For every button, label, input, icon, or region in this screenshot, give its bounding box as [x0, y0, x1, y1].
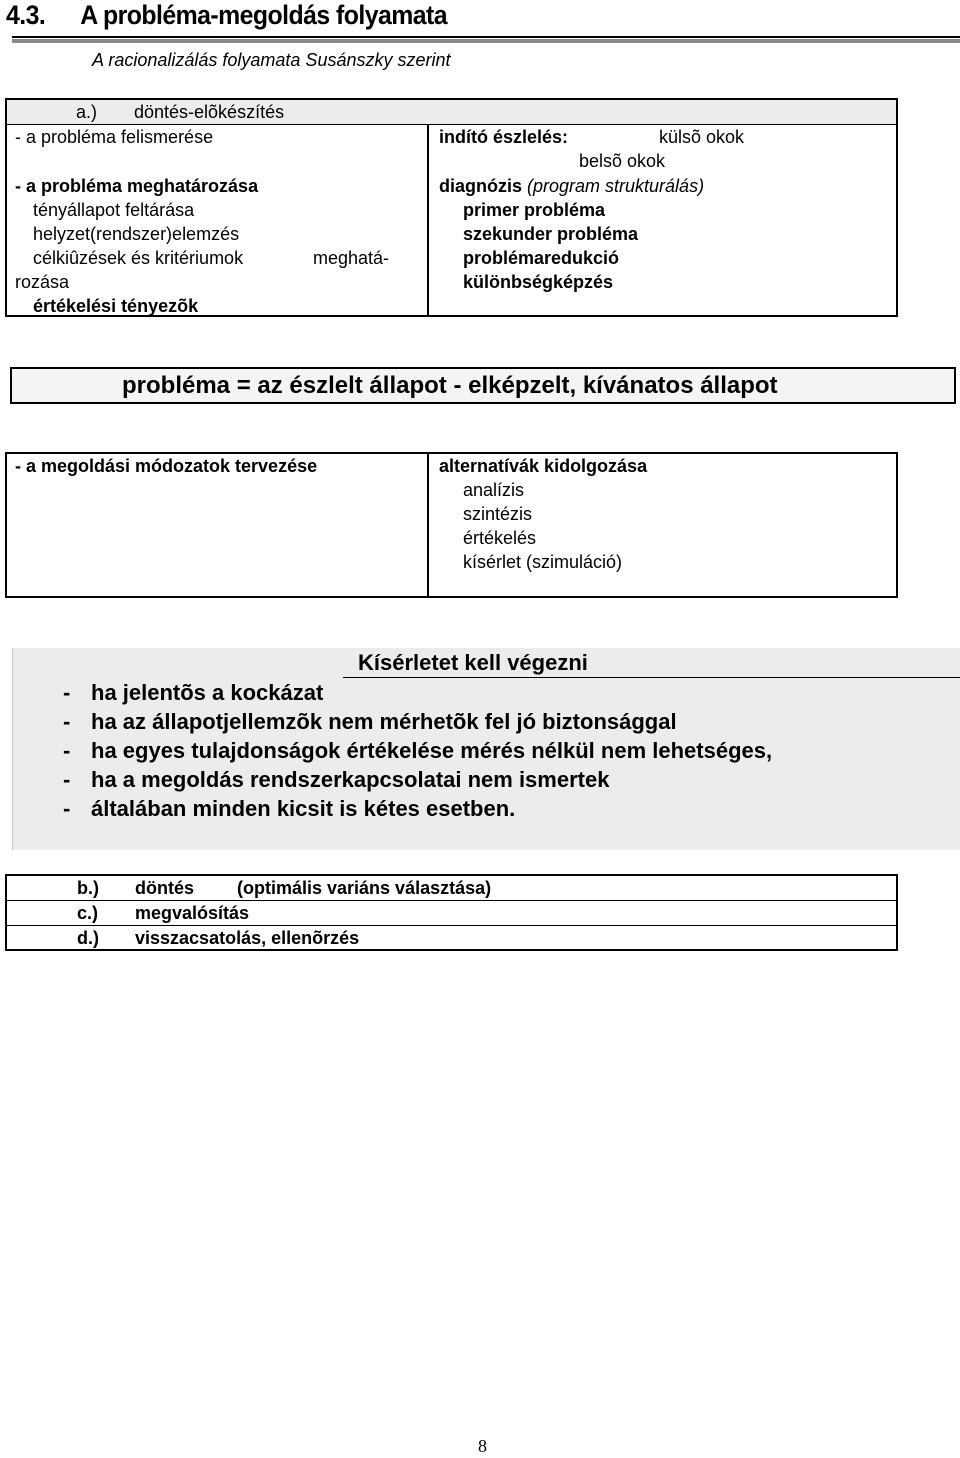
problem-definition-formula: probléma = az észlelt állapot - elképzelt, kívánatos állapot	[122, 372, 778, 399]
step-letter: c.)	[77, 903, 99, 923]
left-item: meghatá-	[313, 248, 390, 268]
preparation-box	[5, 98, 898, 317]
left-item: helyzet(rendszer)elemzés	[33, 224, 240, 244]
problem-recognition: - a probléma felismerése	[15, 127, 214, 147]
list-item: általában minden kicsit is kétes esetben.	[91, 796, 516, 821]
right-item: szekunder probléma	[463, 224, 639, 244]
list-dash: -	[63, 680, 71, 705]
alternatives-title: alternatívák kidolgozása	[439, 456, 648, 476]
planning-box	[5, 452, 898, 598]
left-item: tényállapot feltárása	[33, 200, 195, 220]
experiment-title: Kísérletet kell végezni	[358, 650, 588, 675]
list-item: ha az állapotjellemzõk nem mérhetõk fel jó biztonsággal	[91, 709, 677, 734]
heading-underline	[12, 36, 960, 43]
preparation-header-text: döntés-elõkészítés	[134, 102, 285, 122]
trigger-perception-label: indító észlelés:	[439, 127, 569, 147]
list-item: ha jelentõs a kockázat	[91, 680, 324, 705]
list-dash: -	[63, 767, 71, 792]
diagnosis-title	[439, 174, 704, 198]
section-number: 4.3.	[6, 0, 46, 30]
external-causes: külsõ okok	[659, 127, 745, 147]
list-dash: -	[63, 796, 71, 821]
left-item: értékelési tényezõk	[33, 296, 199, 316]
step-text: megvalósítás	[135, 903, 250, 923]
list-item: ha a megoldás rendszerkapcsolatai nem ismertek	[91, 767, 610, 792]
section-title: A probléma-megoldás folyamata	[80, 0, 447, 30]
preparation-header-letter: a.)	[76, 102, 98, 122]
step-letter: d.)	[77, 928, 99, 948]
subtitle: A racionalizálás folyamata Susánszky szerint	[92, 50, 451, 70]
preparation-divider	[427, 124, 429, 317]
page-title	[6, 0, 447, 31]
alternative-item: kísérlet (szimuláció)	[463, 552, 623, 572]
planning-divider	[427, 454, 429, 596]
step-extra: (optimális variáns választása)	[237, 878, 492, 898]
problem-definition: - a probléma meghatározása	[15, 176, 259, 196]
step-text: döntés	[135, 878, 195, 898]
steps-box	[5, 874, 898, 951]
right-item: problémaredukció	[463, 248, 620, 268]
page-number: 8	[478, 1436, 487, 1456]
step-text: visszacsatolás, ellenõrzés	[135, 928, 360, 948]
experiment-title-rule	[343, 677, 960, 678]
list-dash: -	[63, 709, 71, 734]
right-item: primer probléma	[463, 200, 606, 220]
left-item: célkiûzések és kritériumok	[33, 248, 244, 268]
right-item: különbségképzés	[463, 272, 614, 292]
solution-planning: - a megoldási módozatok tervezése	[15, 456, 318, 476]
diagnosis-bold: diagnózis	[439, 176, 523, 196]
list-item: ha egyes tulajdonságok értékelése mérés nélkül nem lehetséges,	[91, 738, 773, 763]
alternative-item: szintézis	[463, 504, 533, 524]
experiment-box	[12, 648, 960, 850]
definition-box	[10, 367, 956, 404]
alternative-item: értékelés	[463, 528, 537, 548]
left-item: rozása	[15, 272, 70, 292]
internal-causes: belsõ okok	[579, 151, 666, 171]
step-letter: b.)	[77, 878, 99, 898]
alternative-item: analízis	[463, 480, 525, 500]
list-dash: -	[63, 738, 71, 763]
diagnosis-italic: (program strukturálás)	[522, 176, 705, 196]
